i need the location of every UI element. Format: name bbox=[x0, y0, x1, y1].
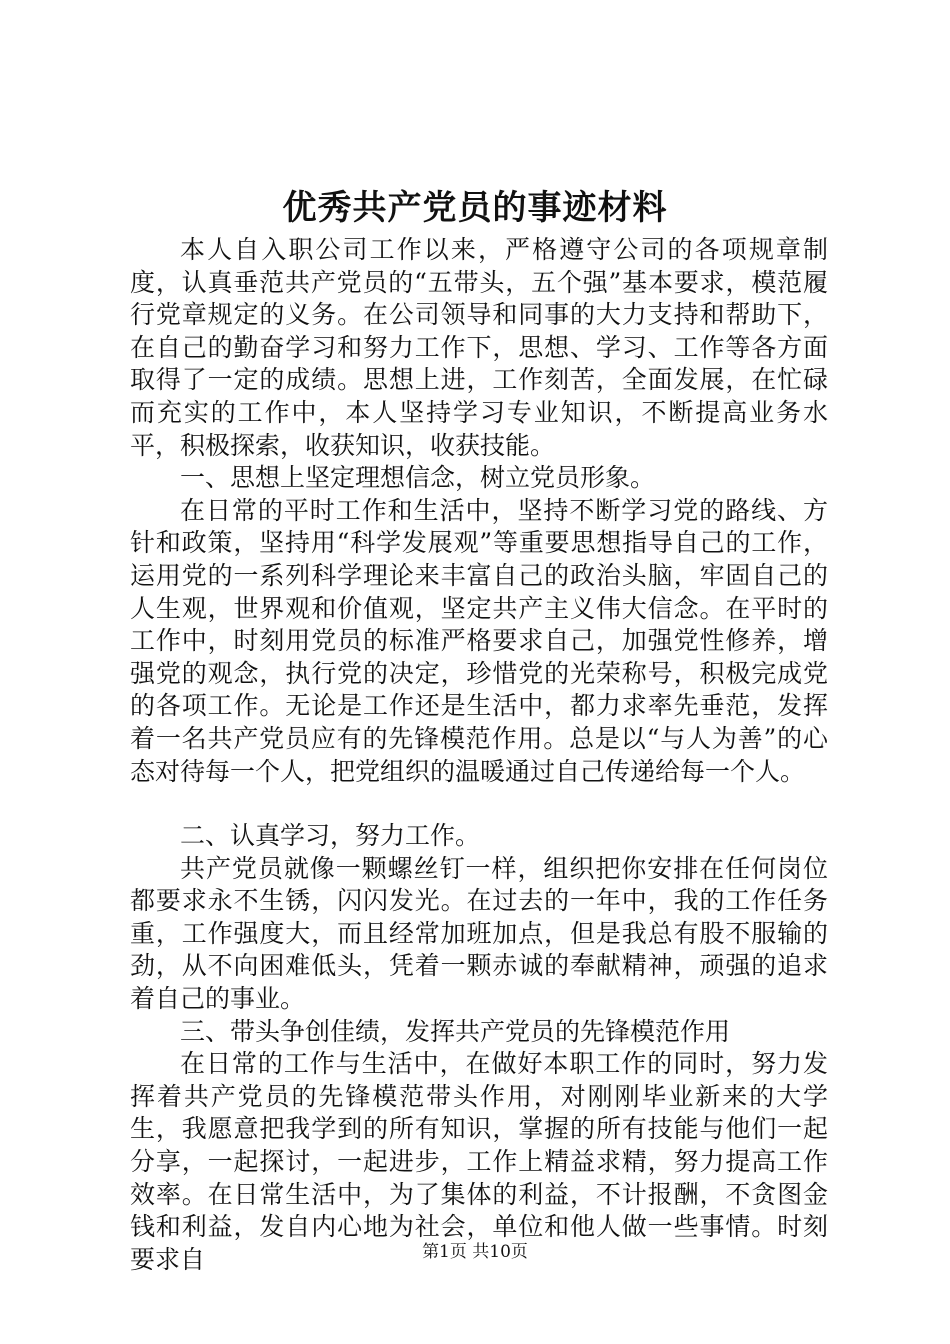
document-body bbox=[130, 234, 828, 1276]
page-total: 共10页 bbox=[472, 1242, 528, 1262]
section-heading-1: 一、思想上坚定理想信念，树立党员形象。 bbox=[180, 463, 656, 493]
page-number: 第1页 bbox=[422, 1242, 467, 1262]
page-footer bbox=[0, 1240, 950, 1264]
paragraph-section-3: 在日常的工作与生活中，在做好本职工作的同时，努力发挥着共产党员的先锋模范带头作用，对刚刚毕业新来的大学生，我愿意把我学到的所有知识，掌握的所有技能与他们一起分享，一起探讨，一起进步，工作上精益求精，努力提高工作效率。在日常生活中，为了集体的利益，不计报酬，不贪图金钱和利益，发自内心地为社会，单位和他人做一些事情。时刻要求自 bbox=[130, 1049, 828, 1274]
paragraph-intro: 本人自入职公司工作以来，严格遵守公司的各项规章制度，认真垂范共产党员的“五带头，五个强”基本要求，模范履行党章规定的义务。在公司领导和同事的大力支持和帮助下，在自己的勤奋学习和努力工作下，思想、学习、工作等各方面取得了一定的成绩。思想上进，工作刻苦，全面发展，在忙碌而充实的工作中，本人坚持学习专业知识，不断提高业务水平，积极探索，收获知识，收获技能。 bbox=[130, 235, 828, 460]
section-heading-3: 三、带头争创佳绩，发挥共产党员的先锋模范作用 bbox=[180, 1016, 731, 1046]
paragraph-section-2: 共产党员就像一颗螺丝钉一样，组织把你安排在任何岗位都要求永不生锈，闪闪发光。在过去的一年中，我的工作任务重，工作强度大，而且经常加班加点，但是我总有股不服输的劲，从不向困难低头，凭着一颗赤诚的奉献精神，顽强的追求着自己的事业。 bbox=[130, 853, 828, 1014]
section-heading-2: 二、认真学习，努力工作。 bbox=[180, 821, 481, 851]
paragraph-section-1: 在日常的平时工作和生活中，坚持不断学习党的路线、方针和政策，坚持用“科学发展观”等重要思想指导自己的工作，运用党的一系列科学理论来丰富自己的政治头脑，牢固自己的人生观，世界观和价值观，坚定共产主义伟大信念。在平时的工作中，时刻用党员的标准严格要求自己，加强党性修养，增强党的观念，执行党的决定，珍惜党的光荣称号，积极完成党的各项工作。无论是工作还是生活中，都力求率先垂范，发挥着一名共产党员应有的先锋模范作用。总是以“与人为善”的心态对待每一个人，把党组织的温暖通过自己传递给每一个人。 bbox=[130, 495, 828, 786]
document-title: 优秀共产党员的事迹材料 bbox=[282, 188, 668, 228]
